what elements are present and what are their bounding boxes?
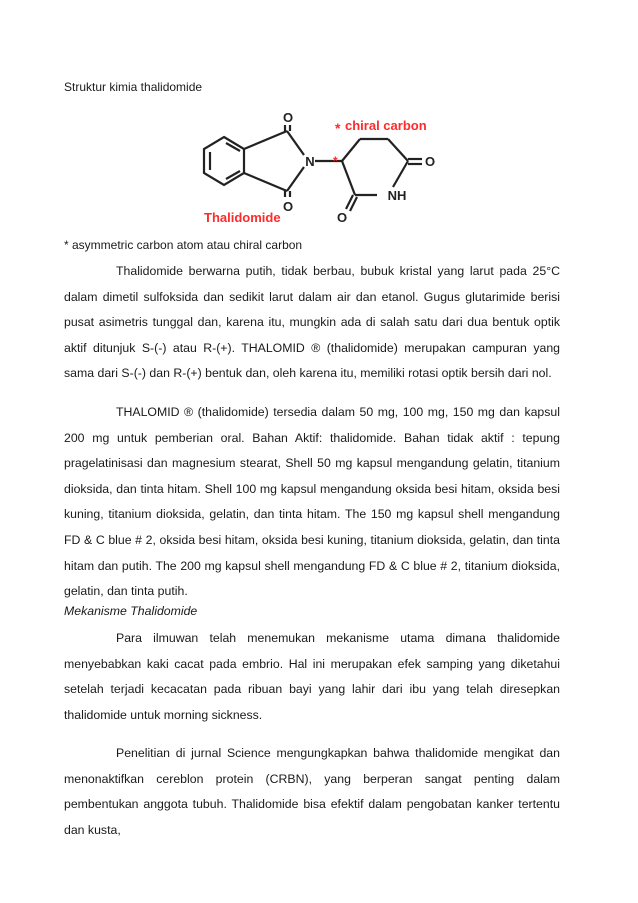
asterisk-note: * asymmetric carbon atom atau chiral carbon bbox=[64, 238, 303, 252]
thalidomide-label: Thalidomide bbox=[204, 210, 281, 225]
paragraph-1-text: Thalidomide berwarna putih, tidak berbau, bubuk kristal yang larut pada 25°C dalam dimetil sulfoksida dan sedikit larut dalam air dan etanol. Gugus glutarimide berisi pusat asimetris tunggal dan, karena itu, mungkin ada di salah satu dari dua bentuk optik aktif ditunjuk S-(-) atau R-(+). THALOMID ® (thalidomide) merupakan campuran yang sama dari S-(-) dan R-(+) bentuk dan, oleh karena itu, memiliki rotasi optik bersih dari nol. bbox=[64, 264, 560, 381]
oxygen-label-bottom: O bbox=[282, 199, 294, 214]
paragraph-3-text: Para ilmuwan telah menemukan mekanisme utama dimana thalidomide menyebabkan kaki cacat pada embrio. Hal ini merupakan efek samping yang diketahui setelah terjadi kecacatan pada ribuan bayi yang lahir dari ibu yang telah diresepkan thalidomide untuk morning sickness. bbox=[64, 631, 560, 722]
section-heading: Mekanisme Thalidomide bbox=[64, 604, 198, 618]
chiral-carbon-label: chiral carbon bbox=[345, 118, 427, 133]
chiral-asterisk-legend: * bbox=[335, 120, 341, 136]
paragraph-2 bbox=[64, 400, 560, 605]
oxygen-label-top: O bbox=[282, 110, 294, 125]
thalidomide-structure-diagram bbox=[190, 105, 450, 230]
oxygen-label-right: O bbox=[424, 154, 436, 169]
paragraph-1 bbox=[64, 259, 560, 387]
nh-label: NH bbox=[387, 188, 407, 203]
figure-caption: Struktur kimia thalidomide bbox=[64, 80, 203, 94]
paragraph-4-text: Penelitian di jurnal Science mengungkapkan bahwa thalidomide mengikat dan menonaktifkan cereblon protein (CRBN), yang berperan sangat penting dalam pembentukan anggota tubuh. Thalidomide bisa efektif dalam pengobatan kanker tertentu dan kusta, bbox=[64, 746, 560, 837]
paragraph-3 bbox=[64, 626, 560, 728]
nitrogen-label: N bbox=[305, 154, 315, 169]
oxygen-label-lower: O bbox=[336, 210, 348, 225]
paragraph-4 bbox=[64, 741, 560, 843]
paragraph-2-text: THALOMID ® (thalidomide) tersedia dalam 50 mg, 100 mg, 150 mg dan kapsul 200 mg untuk pemberian oral. Bahan Aktif: thalidomide. Bahan tidak aktif : tepung pragelatinisasi dan magnesium stearat, Shell 50 mg kapsul mengandung gelatin, titanium dioksida, dan tinta hitam. Shell 100 mg kapsul mengandung oksida besi hitam, oksida besi kuning, titanium dioksida, gelatin, dan tinta hitam. The 150 mg kapsul shell mengandung FD & C blue # 2, oksida besi hitam, oksida besi kuning, titanium dioksida, gelatin, dan tinta hitam dan putih. The 200 mg kapsul shell mengandung FD & C blue # 2, titanium dioksida, gelatin, dan tinta putih. bbox=[64, 405, 560, 599]
chiral-asterisk-atom: * bbox=[333, 154, 338, 168]
